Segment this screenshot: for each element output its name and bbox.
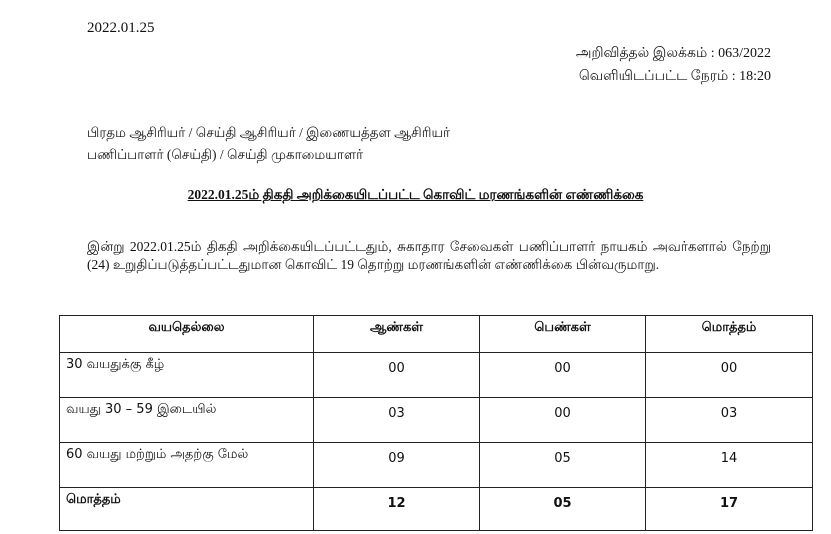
addressee-line-2: பணிப்பாளர் (செய்தி) / செய்தி முகாமையாளர் xyxy=(87,147,364,162)
addressee-block xyxy=(87,122,450,166)
table-row xyxy=(60,443,813,488)
table-header-row xyxy=(60,316,813,353)
females-cell: 00 xyxy=(480,353,646,398)
header-females: பெண்கள் xyxy=(480,316,646,353)
covid-deaths-table xyxy=(59,315,813,531)
age-range-cell: வயது 30 – 59 இடையில் xyxy=(60,398,314,443)
total-cell: 03 xyxy=(646,398,813,443)
release-date: 2022.01.25 xyxy=(87,20,155,36)
females-cell: 05 xyxy=(480,443,646,488)
notice-number: அறிவித்தல் இலக்கம் : 063/2022 xyxy=(575,46,771,61)
grand-total-cell: 17 xyxy=(646,488,813,531)
table-row xyxy=(60,353,813,398)
age-range-cell: 30 வயதுக்கு கீழ் xyxy=(60,353,314,398)
addressee-line-1: பிரதம ஆசிரியர் / செய்தி ஆசிரியர் / இணையத்தள ஆசிரியர் xyxy=(87,125,451,140)
males-cell: 00 xyxy=(314,353,480,398)
total-cell: 00 xyxy=(646,353,813,398)
table-row xyxy=(60,398,813,443)
total-label-cell: மொத்தம் xyxy=(60,488,314,531)
females-total-cell: 05 xyxy=(480,488,646,531)
header-age-range: வயதெல்லை xyxy=(60,316,314,353)
document-title: 2022.01.25ம் திகதி அறிக்கையிடப்பட்ட கொவிட் மரணங்களின் எண்ணிக்கை xyxy=(187,187,644,202)
notice-reference xyxy=(576,42,771,88)
total-cell: 14 xyxy=(646,443,813,488)
females-cell: 00 xyxy=(480,398,646,443)
release-time: வெளியிடப்பட்ட நேரம் : 18:20 xyxy=(578,69,771,84)
males-cell: 09 xyxy=(314,443,480,488)
body-paragraph: இன்று 2022.01.25ம் திகதி அறிக்கையிடப்பட்டதும், சுகாதார சேவைகள் பணிப்பாளர் நாயகம் அவர்களால் நேற்று (24) உறுதிப்படுத்தப்பட்டதுமான கொவிட் 19 தொற்று மரணங்களின் எண்ணிக்கை பின்வருமாறு. xyxy=(87,239,771,272)
males-cell: 03 xyxy=(314,398,480,443)
header-total: மொத்தம் xyxy=(646,316,813,353)
table-total-row xyxy=(60,488,813,531)
header-males: ஆண்கள் xyxy=(314,316,480,353)
age-range-cell: 60 வயது மற்றும் அதற்கு மேல் xyxy=(60,443,314,488)
males-total-cell: 12 xyxy=(314,488,480,531)
